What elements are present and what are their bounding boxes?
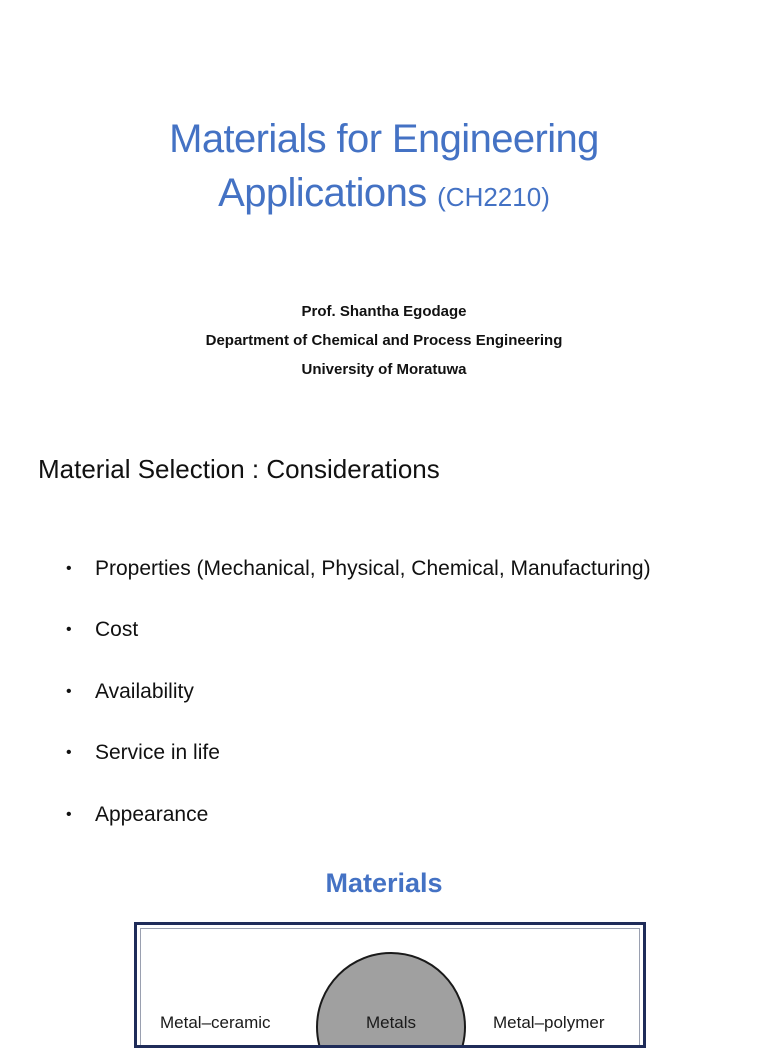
list-item-text: Appearance [95, 802, 209, 826]
list-item [66, 600, 651, 662]
list-item-text: Service in life [95, 741, 220, 765]
list-item-text: Availability [95, 679, 194, 703]
course-code: (CH2210) [437, 182, 550, 212]
list-item-text: Cost [95, 618, 139, 642]
department-name: Department of Chemical and Process Engineering [205, 332, 563, 349]
title-line-2 [0, 166, 768, 224]
considerations-list [66, 538, 651, 846]
metal-polymer-label: Metal–polymer [493, 1013, 605, 1032]
title-line-1: Materials for Engineering [169, 117, 599, 161]
bullet-icon: • [66, 805, 72, 823]
bullet-icon: • [66, 621, 72, 639]
considerations-heading: Material Selection : Considerations [38, 454, 440, 484]
author-block [0, 297, 768, 384]
list-item [66, 784, 651, 846]
university-name: University of Moratuwa [301, 361, 467, 378]
list-item-text: Properties (Mechanical, Physical, Chemical, Manufacturing) [95, 556, 651, 580]
list-item [66, 538, 651, 600]
bullet-icon: • [66, 559, 72, 577]
materials-heading: Materials [325, 868, 443, 898]
metals-label: Metals [365, 1013, 417, 1032]
bullet-icon: • [66, 682, 72, 700]
bullet-icon: • [66, 744, 72, 762]
materials-diagram [134, 922, 646, 1048]
title-applications: Applications [218, 171, 427, 215]
list-item [66, 661, 651, 723]
author-name: Prof. Shantha Egodage [301, 303, 467, 320]
metal-ceramic-label: Metal–ceramic [160, 1013, 271, 1032]
list-item [66, 723, 651, 785]
cover-title [0, 112, 768, 224]
